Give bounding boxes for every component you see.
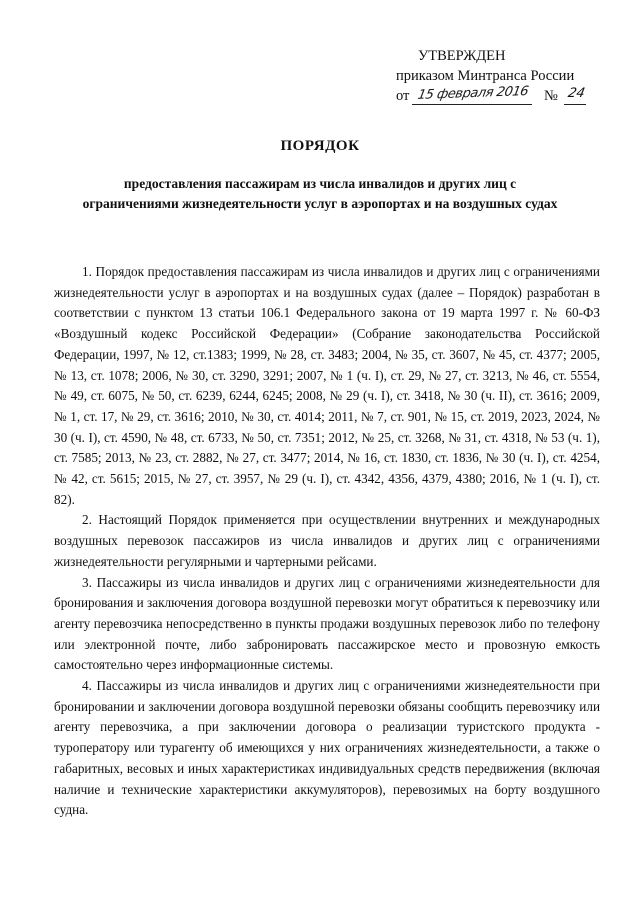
- paragraph-2: 2. Настоящий Порядок применяется при осуществлении внутренних и международных воздушных перевозок пассажиров из числа инвалидов и других лиц с ограничениями жизнедеятельности регулярными и чартерными рейсами.: [54, 512, 600, 569]
- approval-heading: УТВЕРЖДЕН: [418, 48, 506, 64]
- date-underline: [412, 104, 532, 105]
- document-body: [54, 262, 600, 821]
- from-label: от: [396, 88, 410, 104]
- number-label: №: [544, 88, 558, 104]
- paragraph-1: 1. Порядок предоставления пассажирам из числа инвалидов и других лиц с ограничениями жизнедеятельности услуг в аэропортах и на воздушных судах (далее – Порядок) разработан в соответствии с пунктом 13 статьи 106.1 Федерального закона от 19 марта 1997 г. № 60-ФЗ «Воздушный кодекс Российской Федерации» (Собрание законодательства Российской Федерации, 1997, № 12, ст.1383; 1999, № 28, ст. 3483; 2004, № 35, ст. 3607, № 45, ст. 4377; 2005, № 13, ст. 1078; 2006, № 30, ст. 3290, 3291; 2007, № 1 (ч. I), ст. 29, № 27, ст. 3213, № 46, ст. 5554, № 49, ст. 6075, № 50, ст. 6239, 6244, 6245; 2008, № 29 (ч. I), ст. 3418, № 30 (ч. II), ст. 3616; 2009, № 1, ст. 17, № 29, ст. 3616; 2010, № 30, ст. 4014; 2011, № 7, ст. 901, № 15, ст. 2019, 2023, 2024, № 30 (ч. I), ст. 4590, № 48, ст. 6733, № 50, ст. 7351; 2012, № 25, ст. 3268, № 31, ст. 4318, № 53 (ч. 1), ст. 7585; 2013, № 23, ст. 2882, № 27, ст. 3477; 2014, № 16, ст. 1830, ст. 1836, № 30 (ч. I), ст. 4254, № 42, ст. 5615; 2015, № 27, ст. 3957, № 29 (ч. I), ст. 4342, 4356, 4379, 4380; 2016, № 1 (ч. I), ст. 82).: [54, 264, 600, 507]
- paragraph-3: 3. Пассажиры из числа инвалидов и других лиц с ограничениями жизнедеятельности для бронирования и заключения договора воздушной перевозки могут обратиться к перевозчику или агенту перевозчика непосредственно в пункты продажи воздушных перевозок либо по телефону или электронной почте, либо забронировать пассажирское место и провозную емкость самостоятельно через информационные системы.: [54, 574, 600, 673]
- document-title: ПОРЯДОК: [280, 138, 360, 154]
- subtitle-line-1: предоставления пассажирам из числа инвалидов и других лиц с: [123, 176, 517, 191]
- approval-order-line: приказом Минтранса России: [396, 68, 575, 84]
- paragraph-4: 4. Пассажиры из числа инвалидов и других лиц с ограничениями жизнедеятельности при бронировании и заключении договора воздушной перевозки обязаны сообщить перевозчику или агенту перевозчика, а при заключении договора о реализации туристского продукта - туроператору или турагенту об имеющихся у них ограничениях жизнедеятельности, а также о габаритных, весовых и иных характеристиках индивидуальных средств передвижения (включая наличие и технические характеристики аккумуляторов), перевозимых на борту воздушного судна.: [54, 678, 600, 818]
- handwritten-date: 15 февраля 2016: [416, 84, 530, 103]
- subtitle-line-2: ограничениями жизнедеятельности услуг в аэропортах и на воздушных судах: [82, 196, 558, 211]
- handwritten-number: 24: [566, 86, 587, 101]
- number-underline: [564, 104, 586, 105]
- document-subtitle: [40, 174, 600, 214]
- approval-block: [396, 46, 616, 108]
- approval-date-line: [396, 86, 616, 108]
